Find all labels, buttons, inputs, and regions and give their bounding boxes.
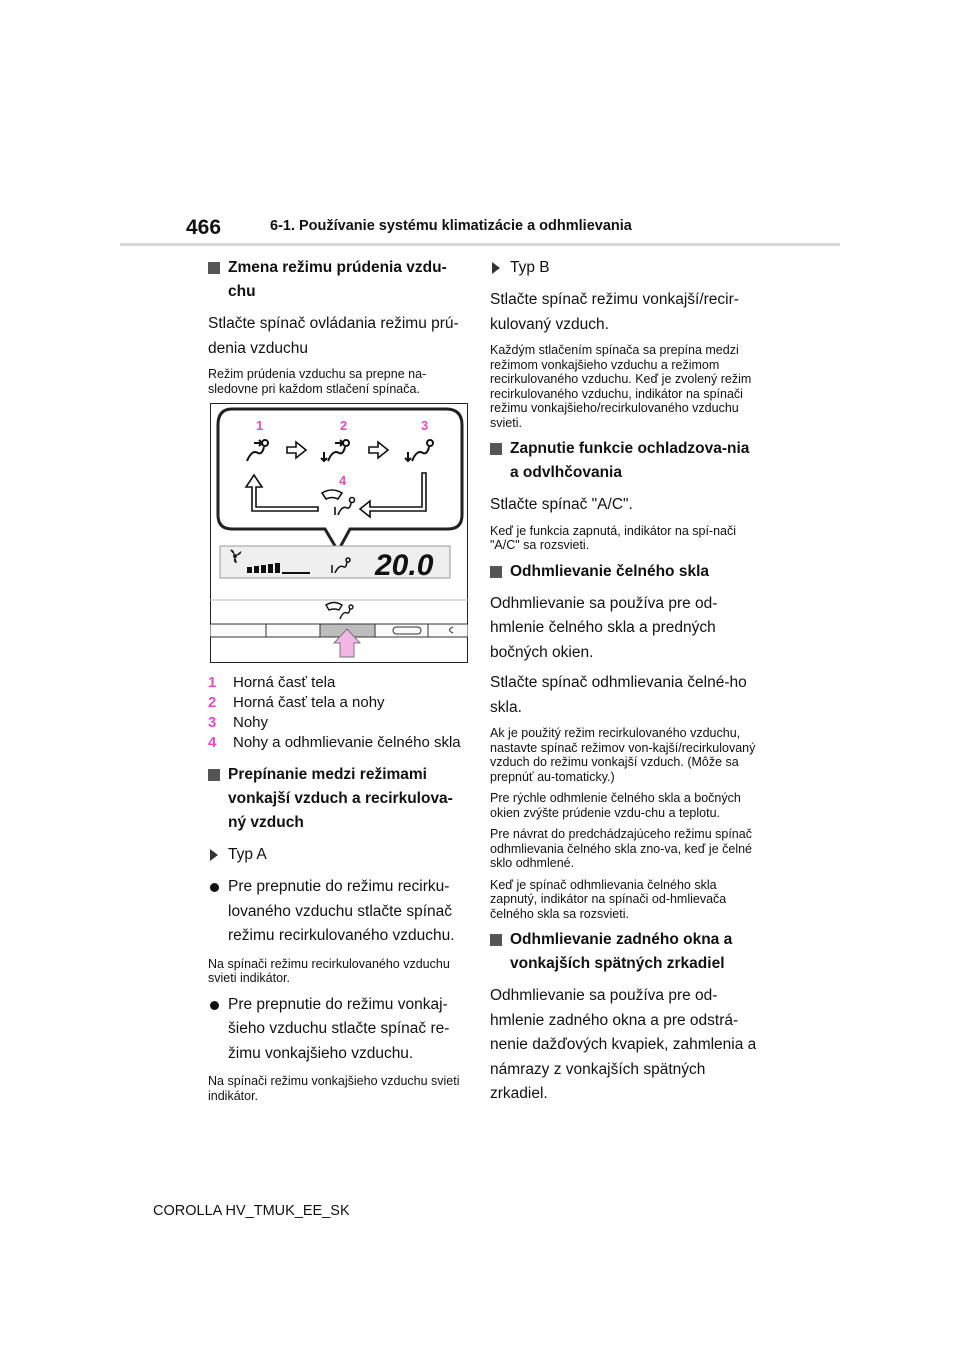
display-temperature: 20.0 bbox=[375, 549, 434, 582]
defog-description: Odhmlievanie sa používa pre od-hmlenie čelného skla a predných bočných okien. bbox=[490, 594, 718, 661]
heading-windshield-defog: Odhmlievanie čelného skla bbox=[490, 560, 758, 584]
type-b-label: Typ B bbox=[490, 256, 758, 280]
airflow-instruction: Stlačte spínač ovládania režimu prú-denia vzduchu bbox=[208, 315, 459, 357]
heading-rear-defog: Odhmlievanie zadného okna a vonkajších spätných zrkadiel bbox=[490, 928, 758, 976]
outside-air-note: Na spínači režimu vonkajšieho vzduchu svieti indikátor. bbox=[208, 1074, 460, 1103]
triangle-bullet-icon bbox=[492, 262, 500, 274]
square-bullet-icon bbox=[490, 566, 502, 578]
recirculation-instruction: Pre prepnutie do režimu recirku-lovaného vzduchu stlačte spínač režimu recirkulovaného vzduchu. bbox=[208, 875, 470, 949]
ac-note: Keď je funkcia zapnutá, indikátor na spí-nači "A/C" sa rozsvieti. bbox=[490, 523, 737, 552]
mode-list-item: 1 Horná časť tela bbox=[208, 674, 336, 691]
dot-bullet-icon bbox=[210, 1001, 219, 1010]
defog-note: Ak je použitý režim recirkulovaného vzduchu, nastavte spínač režimov von-kajší/recirkulovaný vzduch do režimu vonkajší vzduch. (Môže sa prepnúť au-tomaticky.) bbox=[490, 726, 756, 784]
header-divider bbox=[120, 243, 840, 246]
square-bullet-icon bbox=[208, 262, 220, 274]
airflow-note: Režim prúdenia vzduchu sa prepne na-sledovne pri každom stlačení spínača. bbox=[208, 367, 427, 396]
airflow-diagram bbox=[210, 403, 468, 663]
airflow-mode-figure bbox=[210, 403, 468, 663]
type-b-note: Každým stlačením spínača sa prepína medzi režimom vonkajšieho vzduchu a režimom recirkulovaného vzduchu. Keď je zvolený režim recirkulovaného vzduchu, indikátor na spínači režimu vonkajšieho/recirkulovaného vzduchu svieti. bbox=[490, 343, 752, 430]
marker-2: 2 bbox=[340, 418, 348, 433]
left-column bbox=[208, 256, 470, 1110]
type-b-instruction: Stlačte spínač režimu vonkajší/recir-kulovaný vzduch. bbox=[490, 291, 739, 333]
defog-note: Pre návrat do predchádzajúceho režimu spínač odhmlievania čelného skla zno-va, keď je čelné sklo odhmlené. bbox=[490, 827, 752, 870]
marker-4: 4 bbox=[339, 473, 347, 488]
chapter-title: 6-1. Používanie systému klimatizácie a odhmlievania bbox=[270, 218, 632, 234]
ac-instruction: Stlačte spínač "A/C". bbox=[490, 496, 633, 513]
mode-list bbox=[208, 673, 470, 753]
type-a-label: Typ A bbox=[208, 843, 470, 867]
marker-3: 3 bbox=[421, 418, 429, 433]
square-bullet-icon bbox=[490, 443, 502, 455]
defog-instruction: Stlačte spínač odhmlievania čelné-ho skla. bbox=[490, 674, 747, 716]
right-column bbox=[490, 256, 758, 1113]
heading-airflow-mode: Zmena režimu prúdenia vzdu-chu bbox=[208, 256, 470, 304]
recirculation-note: Na spínači režimu recirkulovaného vzduchu svieti indikátor. bbox=[208, 956, 450, 985]
dot-bullet-icon bbox=[210, 883, 219, 892]
defog-note: Pre rýchle odhmlenie čelného skla a bočných okien zvýšte prúdenie vzdu-chu a teplotu. bbox=[490, 791, 741, 820]
rear-defog-description: Odhmlievanie sa používa pre od-hmlenie zadného okna a pre odstrá-nenie dažďových kvapiek, zahmlenia a námrazy z vonkajších spätných zrkadiel. bbox=[490, 987, 757, 1102]
mode-list-item: 4 Nohy a odhmlievanie čelného skla bbox=[208, 734, 461, 751]
outside-air-instruction: Pre prepnutie do režimu vonkaj-šieho vzduchu stlačte spínač re-žimu vonkajšieho vzduchu. bbox=[208, 993, 470, 1067]
heading-air-source: Prepínanie medzi režimami vonkajší vzduch a recirkulova-ný vzduch bbox=[208, 763, 470, 835]
triangle-bullet-icon bbox=[210, 849, 218, 861]
heading-cooling: Zapnutie funkcie ochladzova-nia a odvlhčovania bbox=[490, 437, 758, 485]
mode-list-item: 2 Horná časť tela a nohy bbox=[208, 694, 385, 711]
square-bullet-icon bbox=[490, 934, 502, 946]
mode-list-item: 3 Nohy bbox=[208, 714, 269, 731]
page-number: 466 bbox=[186, 216, 222, 239]
square-bullet-icon bbox=[208, 769, 220, 781]
marker-1: 1 bbox=[256, 418, 264, 433]
defog-note: Keď je spínač odhmlievania čelného skla zapnutý, indikátor na spínači od-hmlievača čelného skla sa rozsvieti. bbox=[490, 877, 727, 921]
footer-model: COROLLA HV_TMUK_EE_SK bbox=[153, 1203, 350, 1219]
